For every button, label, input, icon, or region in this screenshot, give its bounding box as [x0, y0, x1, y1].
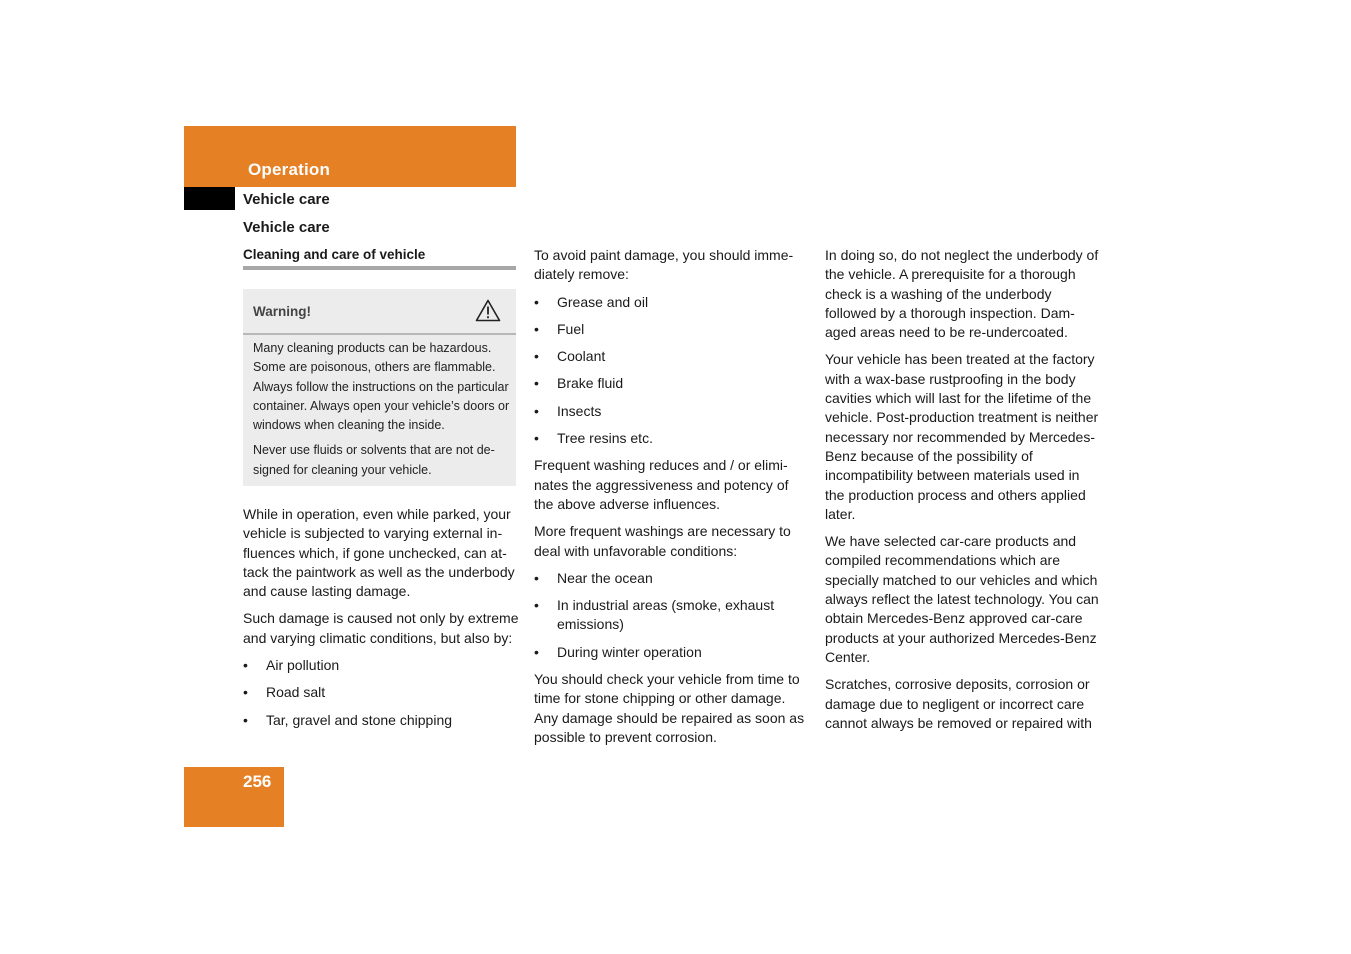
section-marker	[184, 187, 235, 210]
warning-box	[243, 289, 516, 486]
paragraph: Your vehicle has been treated at the factory with a wax-base rustproofing in the body cavities which will last for the lifetime of the vehicle. Post-production treatment is neither necessary nor recommended by Mercedes-Benz because of the possibility of incompatibility between materials used in the production process and others applied later.	[825, 351, 1099, 522]
paragraph: Scratches, corrosive deposits, corrosion or damage due to negligent or incorrect care cannot always be removed or repaired with	[825, 676, 1092, 731]
list-item: • Air pollution	[243, 657, 340, 674]
heading-rule	[243, 266, 516, 270]
list-item: • Road salt	[243, 684, 326, 701]
list-item: • Brake fluid	[534, 375, 624, 392]
list-item: • Coolant	[534, 348, 606, 365]
paragraph: Such damage is caused not only by extreme and varying climatic conditions, but also by:	[243, 610, 519, 646]
column-right	[825, 246, 1101, 741]
warning-triangle-icon	[475, 299, 501, 322]
page-heading: Vehicle care	[243, 219, 330, 236]
section-title: Operation	[248, 160, 331, 179]
list-item: • Tar, gravel and stone chipping	[243, 711, 453, 728]
warning-paragraph: Never use fluids or solvents that are not designed for cleaning your vehicle.	[253, 443, 495, 477]
list-item: • Tree resins etc.	[534, 430, 653, 447]
list-item: • Fuel	[534, 320, 585, 337]
page-number: 256	[243, 772, 272, 791]
paragraph: More frequent washings are necessary to deal with unfavorable conditions:	[534, 523, 791, 559]
paragraph: Frequent washing reduces and / or eliminates the aggressiveness and potency of the above adverse influences.	[534, 457, 789, 512]
warning-text	[253, 339, 511, 486]
bullet-list	[534, 293, 809, 449]
list-item: • In industrial areas (smoke, exhaust emissions)	[534, 597, 775, 633]
paragraph: In doing so, do not neglect the underbody of the vehicle. A prerequisite for a thorough check is a washing of the underbody followed by a thorough inspection. Damaged areas need to be re-undercoated.	[825, 247, 1099, 341]
list-item: • Insects	[534, 402, 602, 419]
paragraph: We have selected car-care products and compiled recommendations which are specially matched to our vehicles and which always reflect the latest technology. You can obtain Mercedes-Benz approved car-care products at your authorized Mercedes-Benz Center.	[825, 533, 1099, 665]
bullet-list	[534, 569, 809, 662]
section-header-bar	[184, 126, 516, 187]
list-item: • Grease and oil	[534, 293, 649, 310]
list-item: • Near the ocean	[534, 569, 653, 586]
subheading: Cleaning and care of vehicle	[243, 247, 426, 262]
warning-paragraph: Many cleaning products can be hazardous. Some are poisonous, others are flammable. Always follow the instructions on the particular container. Always open your vehicle’s doors or windows when cleaning the inside.	[253, 341, 510, 433]
chapter-title: Vehicle care	[243, 191, 330, 208]
bullet-list	[243, 656, 519, 730]
paragraph: To avoid paint damage, you should immediately remove:	[534, 247, 794, 283]
column-middle	[534, 246, 809, 755]
column-left	[243, 505, 519, 738]
list-item: • During winter operation	[534, 643, 702, 660]
warning-header	[243, 289, 516, 335]
paragraph: While in operation, even while parked, your vehicle is subjected to varying external influences which, if gone unchecked, can attack the paintwork as well as the underbody and cause lasting damage.	[243, 506, 515, 600]
paragraph: You should check your vehicle from time to time for stone chipping or other damage. Any damage should be repaired as soon as possible to prevent corrosion.	[534, 671, 805, 745]
warning-title: Warning!	[253, 304, 311, 319]
